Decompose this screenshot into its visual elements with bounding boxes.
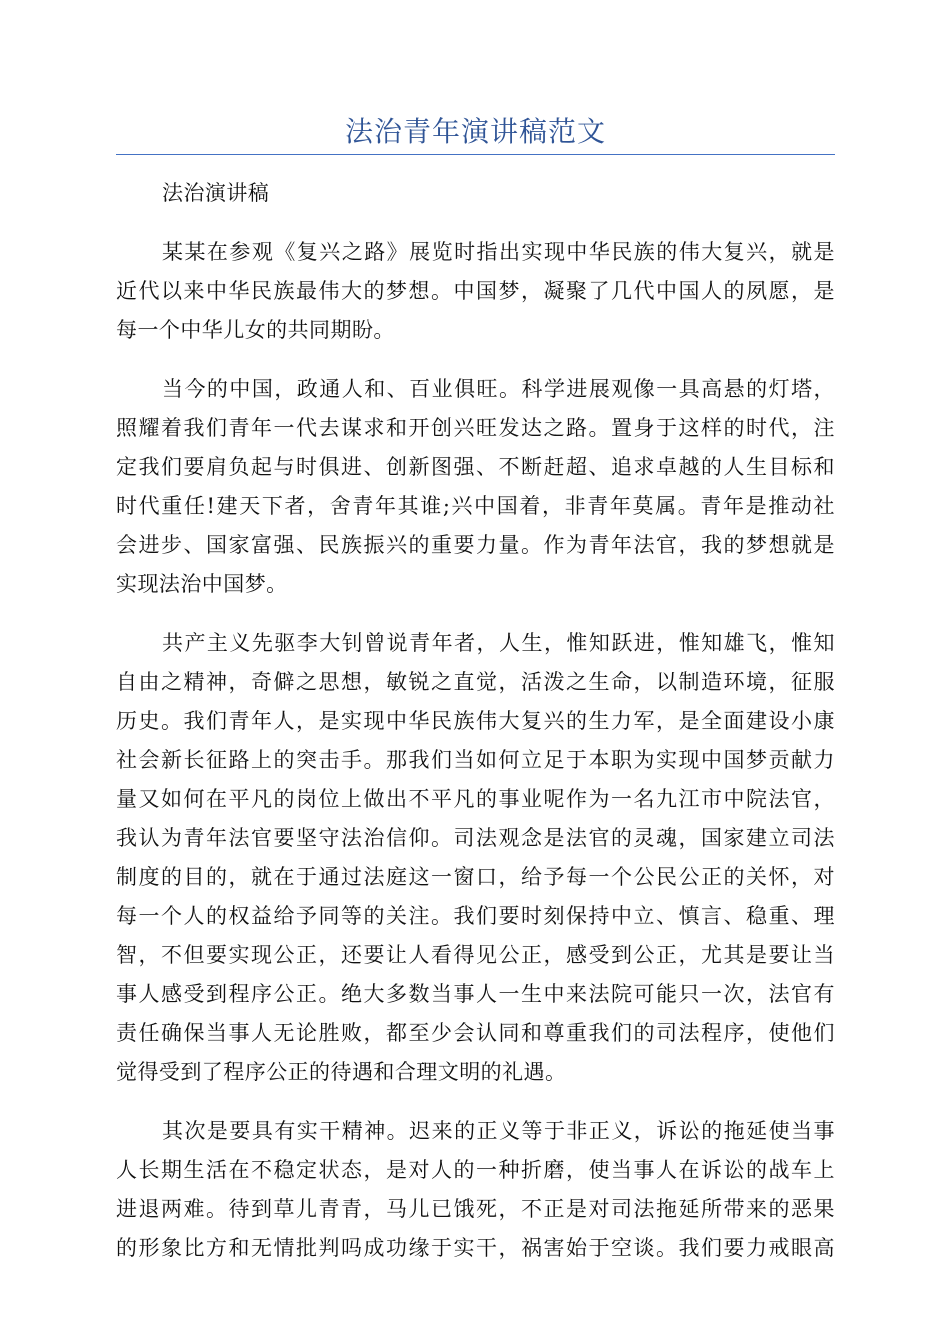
document-title: 法治青年演讲稿范文 bbox=[344, 115, 606, 148]
title-underline bbox=[116, 154, 835, 155]
text-line: 会进步、国家富强、民族振兴的重要力量。作为青年法官，我的梦想就是 bbox=[116, 533, 835, 557]
text-line: 觉得受到了程序公正的待遇和合理文明的礼遇。 bbox=[116, 1060, 567, 1084]
text-line: 责任确保当事人无论胜败，都至少会认同和尊重我们的司法程序，使他们 bbox=[116, 1021, 835, 1045]
section-heading: 法治演讲稿 bbox=[162, 181, 270, 205]
text-line: 其次是要具有实干精神。迟来的正义等于非正义，诉讼的拖延使当事 bbox=[162, 1119, 835, 1143]
document-body bbox=[116, 174, 835, 1288]
text-line: 某某在参观《复兴之路》展览时指出实现中华民族的伟大复兴，就是 bbox=[162, 240, 835, 264]
paragraph-list bbox=[116, 233, 835, 1268]
text-line: 照耀着我们青年一代去谋求和开创兴旺发达之路。置身于这样的时代，注 bbox=[116, 416, 835, 440]
text-line: 近代以来中华民族最伟大的梦想。中国梦，凝聚了几代中国人的夙愿，是 bbox=[116, 279, 835, 303]
text-line: 我认为青年法官要坚守法治信仰。司法观念是法官的灵魂，国家建立司法 bbox=[116, 826, 835, 850]
text-line: 量又如何在平凡的岗位上做出不平凡的事业呢作为一名九江市中院法官， bbox=[116, 787, 835, 811]
text-line: 智，不但要实现公正，还要让人看得见公正，感受到公正，尤其是要让当 bbox=[116, 943, 835, 967]
paragraph bbox=[116, 1112, 835, 1268]
text-line: 每一个人的权益给予同等的关注。我们要时刻保持中立、慎言、稳重、理 bbox=[116, 904, 835, 928]
text-line: 人长期生活在不稳定状态，是对人的一种折磨，使当事人在诉讼的战车上 bbox=[116, 1158, 835, 1182]
text-line: 定我们要肩负起与时俱进、创新图强、不断赶超、追求卓越的人生目标和 bbox=[116, 455, 835, 479]
paragraph bbox=[116, 624, 835, 1092]
text-line: 当今的中国，政通人和、百业俱旺。科学进展观像一具高悬的灯塔， bbox=[162, 377, 835, 401]
text-line: 自由之精神，奇僻之思想，敏锐之直觉，活泼之生命，以制造环境，征服 bbox=[116, 670, 835, 694]
text-line: 制度的目的，就在于通过法庭这一窗口，给予每一个公民公正的关怀，对 bbox=[116, 865, 835, 889]
text-line: 每一个中华儿女的共同期盼。 bbox=[116, 318, 395, 342]
text-line: 的形象比方和无情批判吗成功缘于实干，祸害始于空谈。我们要力戒眼高 bbox=[116, 1236, 835, 1260]
text-line: 社会新长征路上的突击手。那我们当如何立足于本职为实现中国梦贡献力 bbox=[116, 748, 835, 772]
text-line: 进退两难。待到草儿青青，马儿已饿死，不正是对司法拖延所带来的恶果 bbox=[116, 1197, 835, 1221]
paragraph bbox=[116, 233, 835, 350]
text-line: 共产主义先驱李大钊曾说青年者，人生，惟知跃进，惟知雄飞，惟知 bbox=[162, 631, 835, 655]
paragraph bbox=[116, 370, 835, 604]
text-line: 历史。我们青年人，是实现中华民族伟大复兴的生力军，是全面建设小康 bbox=[116, 709, 835, 733]
text-line: 实现法治中国梦。 bbox=[116, 572, 288, 596]
text-line: 时代重任!建天下者，舍青年其谁;兴中国着，非青年莫属。青年是推动社 bbox=[116, 494, 835, 518]
text-line: 事人感受到程序公正。绝大多数当事人一生中来法院可能只一次，法官有 bbox=[116, 982, 835, 1006]
